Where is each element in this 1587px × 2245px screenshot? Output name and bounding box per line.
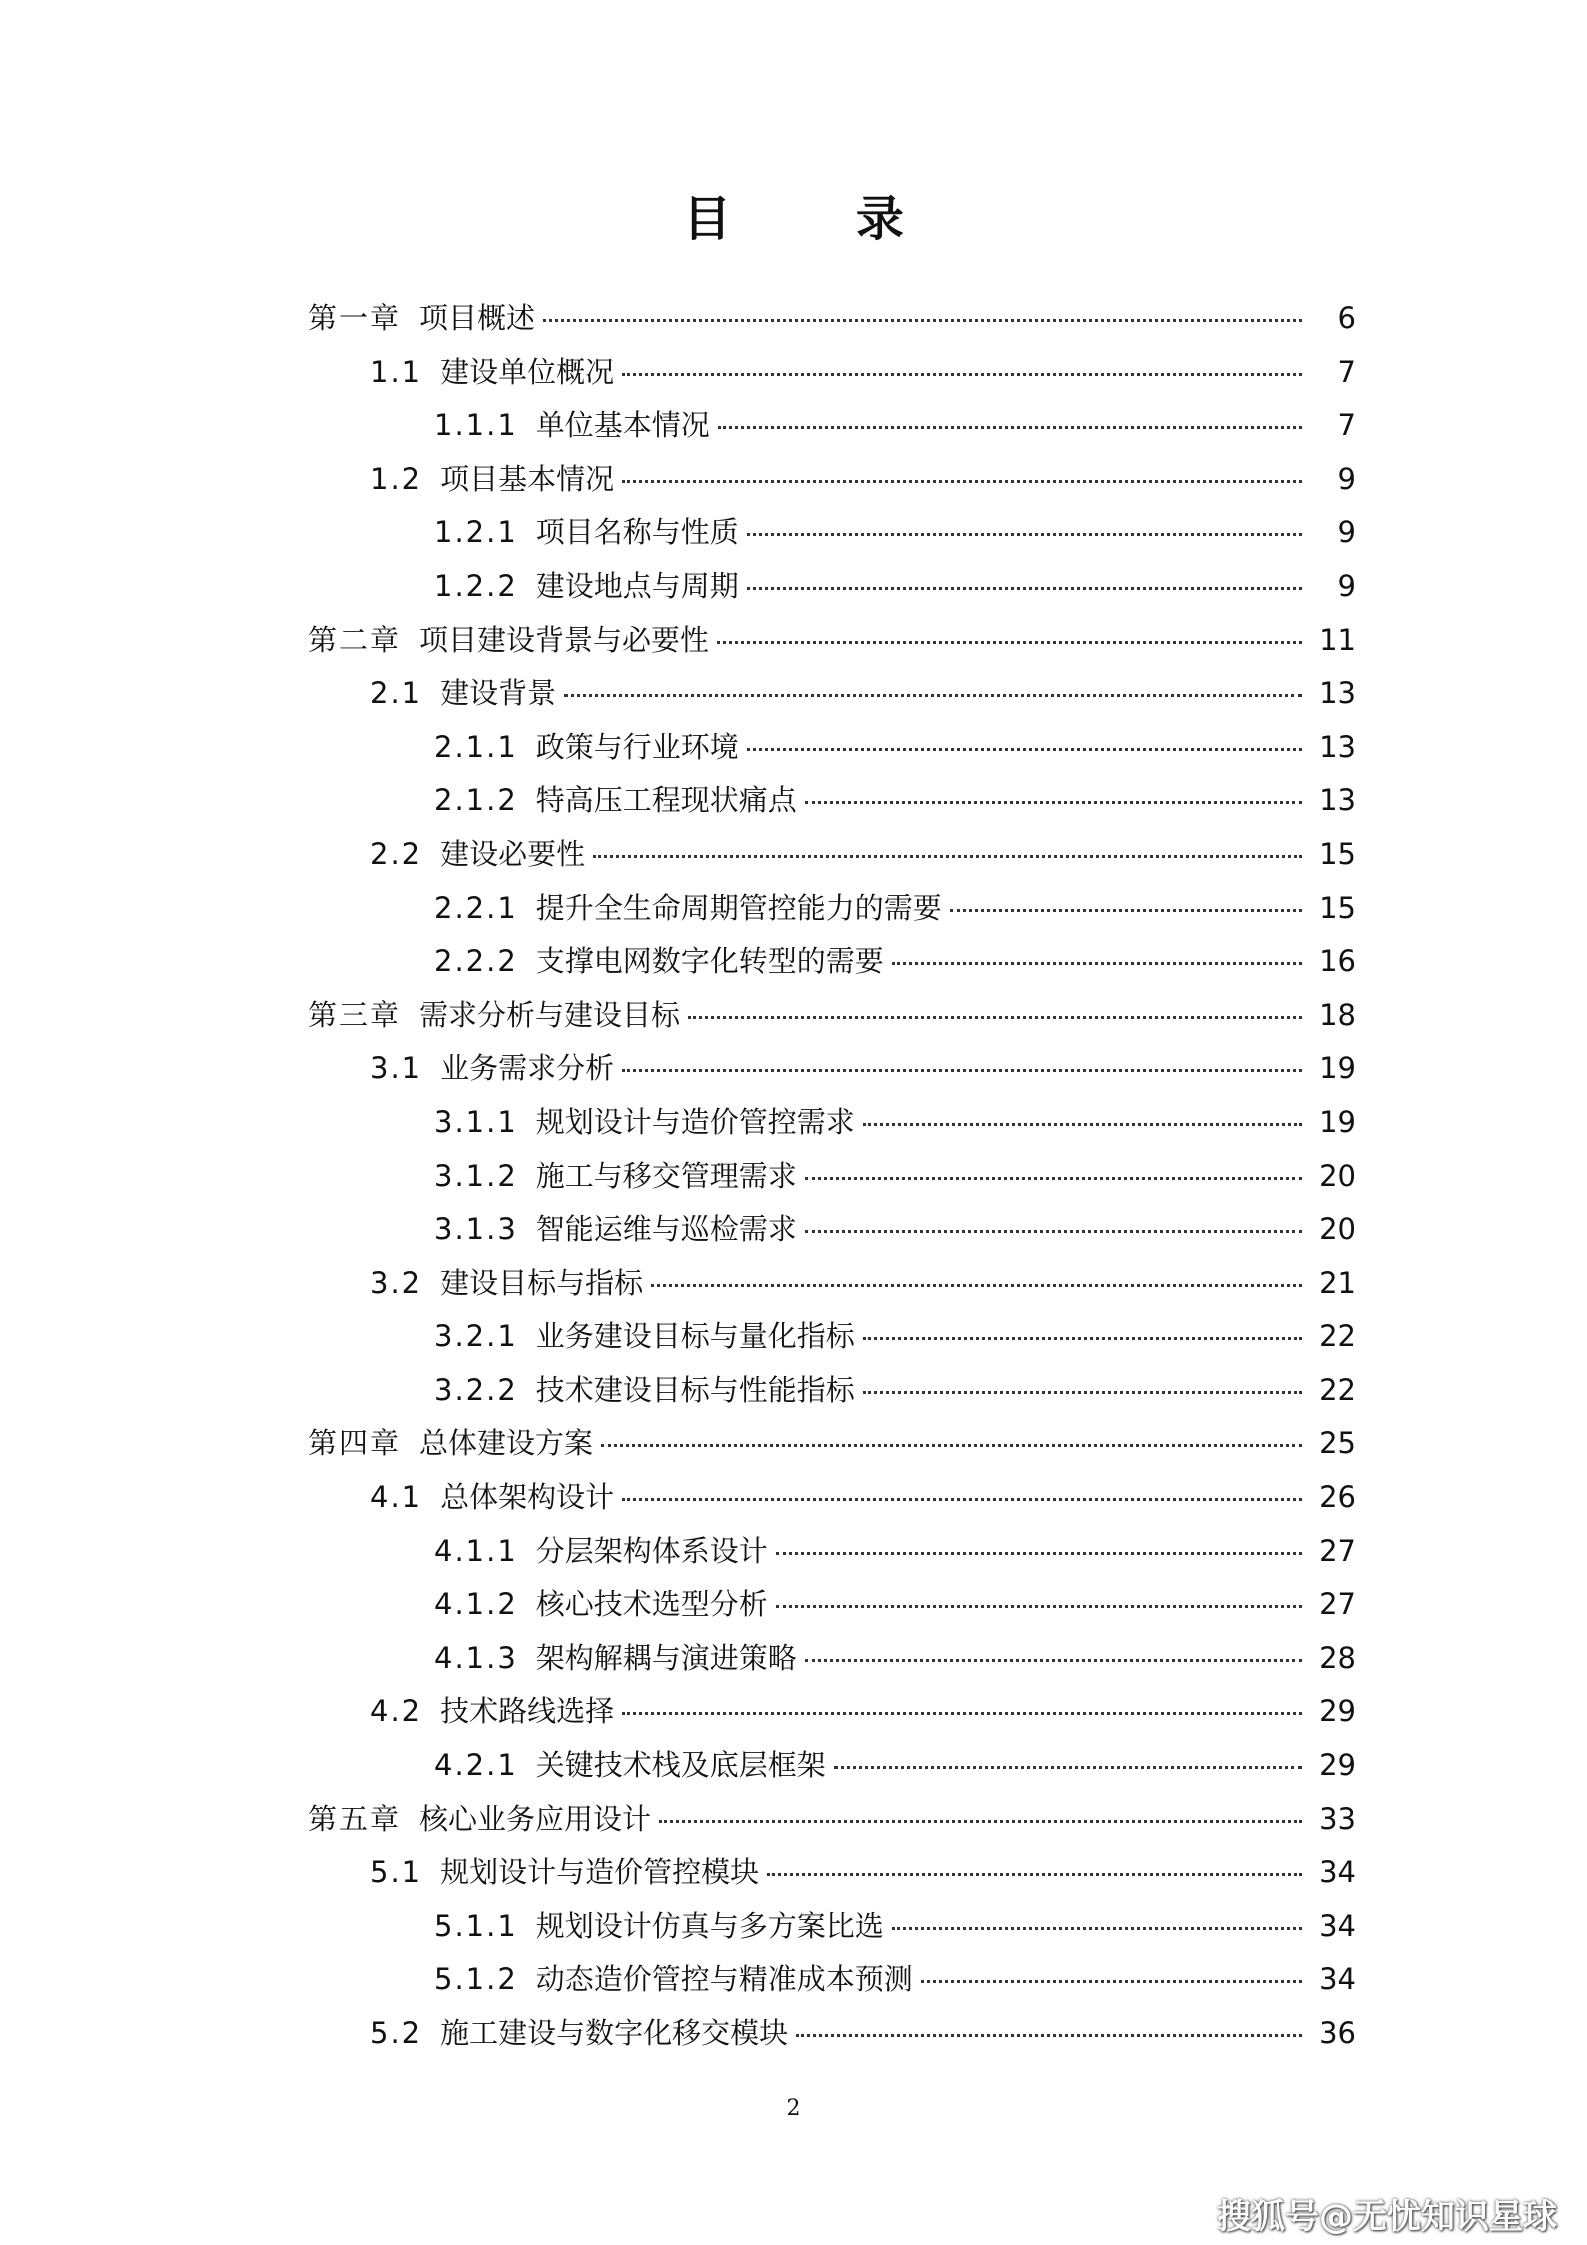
toc-entry-number: 3.2	[370, 1265, 423, 1300]
toc-entry-page: 13	[1319, 676, 1356, 711]
toc-entry-page: 18	[1319, 997, 1356, 1032]
toc-entry-label: 核心业务应用设计	[419, 1801, 652, 1836]
toc-entry[interactable]	[308, 350, 1356, 404]
dot-leader	[863, 1391, 1302, 1394]
toc-entry-label: 支撑电网数字化转型的需要	[535, 944, 884, 979]
toc-entry[interactable]	[308, 1046, 1356, 1100]
toc-entry-label: 施工建设与数字化移交模块	[440, 2016, 789, 2050]
toc-entry-page: 20	[1319, 1212, 1356, 1247]
toc-entry-page: 19	[1319, 1051, 1356, 1086]
toc-entry-page: 29	[1319, 1748, 1356, 1783]
toc-entry[interactable]	[308, 1154, 1356, 1208]
toc-entry-number: 4.2	[370, 1694, 423, 1729]
toc-entry[interactable]	[308, 1850, 1356, 1904]
toc-entry-label: 关键技术栈及底层框架	[535, 1748, 826, 1783]
toc-entry-label: 项目概述	[419, 301, 536, 335]
toc-entry[interactable]	[308, 1261, 1356, 1315]
toc-entry[interactable]	[308, 1100, 1356, 1154]
toc-entry-number: 2.2	[370, 836, 423, 871]
toc-entry-page: 7	[1337, 354, 1356, 389]
dot-leader	[950, 909, 1302, 912]
dot-leader	[805, 1659, 1302, 1662]
dot-leader	[747, 587, 1302, 590]
dot-leader	[622, 1069, 1302, 1072]
toc-entry-page: 19	[1319, 1104, 1356, 1139]
toc-entry-number: 3.1	[370, 1051, 423, 1086]
toc-entry-label: 规划设计与造价管控模块	[440, 1855, 760, 1890]
toc-entry[interactable]	[308, 725, 1356, 779]
toc-entry-page: 34	[1319, 1855, 1356, 1890]
dot-leader	[593, 855, 1302, 858]
dot-leader	[543, 319, 1302, 322]
toc-entry[interactable]	[308, 618, 1356, 672]
toc-entry[interactable]	[308, 1475, 1356, 1529]
toc-entry[interactable]	[308, 886, 1356, 940]
toc-entry[interactable]	[308, 993, 1356, 1047]
toc-entry[interactable]	[308, 1636, 1356, 1690]
toc-entry-number: 4.1.1	[434, 1533, 518, 1568]
dot-leader	[776, 1552, 1302, 1555]
toc-entry[interactable]	[308, 1368, 1356, 1422]
toc-entry-number: 2.1.1	[434, 729, 518, 764]
toc-entry-number: 3.2.1	[434, 1319, 518, 1354]
toc-entry[interactable]	[308, 832, 1356, 886]
toc-entry-number: 5.2	[370, 2016, 423, 2050]
toc-entry-label: 特高压工程现状痛点	[535, 783, 797, 818]
toc-entry[interactable]	[308, 939, 1356, 993]
toc-entry-page: 15	[1319, 890, 1356, 925]
dot-leader	[564, 694, 1302, 697]
dot-leader	[863, 1337, 1302, 1340]
toc-entry-label: 架构解耦与演进策略	[535, 1640, 797, 1675]
toc-entry-label: 建设目标与指标	[440, 1265, 644, 1300]
toc-entry-label: 动态造价管控与精准成本预测	[535, 1962, 913, 1997]
dot-leader	[747, 748, 1302, 751]
toc-entry-number: 1.2.1	[434, 515, 518, 550]
toc-entry-page: 25	[1319, 1426, 1356, 1461]
toc-entry-label: 需求分析与建设目标	[419, 997, 681, 1032]
dot-leader	[718, 426, 1302, 429]
toc-entry[interactable]	[308, 296, 1356, 350]
toc-entry[interactable]	[308, 510, 1356, 564]
toc-entry-page: 36	[1319, 2016, 1356, 2050]
dot-leader	[805, 1177, 1302, 1180]
toc-entry-label: 技术路线选择	[440, 1694, 615, 1729]
toc-entry-page: 26	[1319, 1480, 1356, 1515]
page-number: 2	[786, 2096, 801, 2121]
dot-leader	[622, 480, 1302, 483]
toc-entry[interactable]	[308, 1689, 1356, 1743]
toc-entry-page: 15	[1319, 836, 1356, 871]
toc-entry-number: 第四章	[308, 1426, 402, 1461]
toc-entry-label: 建设背景	[440, 676, 557, 711]
toc-entry-page: 27	[1319, 1533, 1356, 1568]
toc-entry[interactable]	[308, 1957, 1356, 2011]
dot-leader	[834, 1766, 1302, 1769]
toc-entry-page: 9	[1337, 568, 1356, 603]
toc-entry-label: 提升全生命周期管控能力的需要	[535, 890, 942, 925]
dot-leader	[688, 1016, 1302, 1019]
toc-entry-label: 技术建设目标与性能指标	[535, 1372, 855, 1407]
toc-entry[interactable]	[308, 2011, 1356, 2065]
toc-entry-label: 规划设计仿真与多方案比选	[535, 1908, 884, 1943]
toc-entry[interactable]	[308, 1207, 1356, 1261]
toc-entry[interactable]	[308, 564, 1356, 618]
toc-entry-number: 1.1	[370, 354, 423, 389]
toc-entry-number: 3.2.2	[434, 1372, 518, 1407]
table-of-contents	[308, 296, 1356, 2065]
dot-leader	[601, 1444, 1302, 1447]
toc-entry[interactable]	[308, 1421, 1356, 1475]
toc-entry-number: 3.1.3	[434, 1212, 518, 1247]
dot-leader	[622, 1498, 1302, 1501]
toc-entry-page: 20	[1319, 1158, 1356, 1193]
watermark: 搜狐号@无忧知识星球	[1217, 2197, 1557, 2237]
toc-entry-number: 第一章	[308, 301, 402, 335]
toc-entry-page: 22	[1319, 1319, 1356, 1354]
toc-entry-label: 分层架构体系设计	[535, 1533, 768, 1568]
toc-entry-label: 规划设计与造价管控需求	[535, 1104, 855, 1139]
toc-entry-label: 业务建设目标与量化指标	[535, 1319, 855, 1354]
toc-entry-label: 政策与行业环境	[535, 729, 739, 764]
toc-entry[interactable]	[308, 457, 1356, 511]
toc-entry-page: 27	[1319, 1587, 1356, 1622]
dot-leader	[767, 1873, 1302, 1876]
toc-entry[interactable]	[308, 1797, 1356, 1851]
toc-entry-page: 34	[1319, 1908, 1356, 1943]
toc-entry-label: 核心技术选型分析	[535, 1587, 768, 1622]
toc-entry-number: 第二章	[308, 622, 402, 657]
dot-leader	[622, 1712, 1302, 1715]
dot-leader	[892, 962, 1302, 965]
toc-entry-label: 项目基本情况	[440, 461, 615, 496]
toc-entry[interactable]	[308, 778, 1356, 832]
toc-entry-number: 1.1.1	[434, 408, 518, 443]
dot-leader	[747, 533, 1302, 536]
toc-entry-number: 2.2.1	[434, 890, 518, 925]
dot-leader	[651, 1284, 1302, 1287]
toc-entry-page: 7	[1337, 408, 1356, 443]
dot-leader	[892, 1927, 1302, 1930]
toc-entry-label: 智能运维与巡检需求	[535, 1212, 797, 1247]
toc-entry-number: 5.1	[370, 1855, 423, 1890]
toc-entry-page: 9	[1337, 515, 1356, 550]
toc-entry-number: 3.1.1	[434, 1104, 518, 1139]
toc-entry-page: 13	[1319, 729, 1356, 764]
toc-entry-page: 9	[1337, 461, 1356, 496]
dot-leader	[863, 1123, 1302, 1126]
toc-entry[interactable]	[308, 1904, 1356, 1958]
toc-entry-number: 5.1.1	[434, 1908, 518, 1943]
toc-entry-label: 项目建设背景与必要性	[419, 622, 710, 657]
toc-entry-label: 施工与移交管理需求	[535, 1158, 797, 1193]
toc-entry-number: 2.2.2	[434, 944, 518, 979]
toc-entry-number: 1.2	[370, 461, 423, 496]
dot-leader	[622, 373, 1302, 376]
toc-entry-number: 1.2.2	[434, 568, 518, 603]
toc-entry-page: 6	[1337, 301, 1356, 335]
toc-entry-page: 11	[1319, 622, 1356, 657]
dot-leader	[921, 1980, 1302, 1983]
toc-entry-number: 5.1.2	[434, 1962, 518, 1997]
toc-entry-number: 2.1.2	[434, 783, 518, 818]
dot-leader	[805, 1230, 1302, 1233]
toc-entry[interactable]	[308, 1314, 1356, 1368]
toc-entry-page: 33	[1319, 1801, 1356, 1836]
toc-entry-label: 建设必要性	[440, 836, 586, 871]
toc-entry-label: 建设地点与周期	[535, 568, 739, 603]
toc-entry[interactable]	[308, 403, 1356, 457]
toc-entry[interactable]	[308, 671, 1356, 725]
toc-entry-label: 项目名称与性质	[535, 515, 739, 550]
toc-entry[interactable]	[308, 1743, 1356, 1797]
toc-entry-label: 单位基本情况	[535, 408, 710, 443]
dot-leader	[659, 1820, 1302, 1823]
toc-entry-page: 13	[1319, 783, 1356, 818]
toc-title: 目 录	[683, 191, 958, 247]
toc-entry-page: 34	[1319, 1962, 1356, 1997]
toc-entry-page: 28	[1319, 1640, 1356, 1675]
toc-entry-label: 总体架构设计	[440, 1480, 615, 1515]
toc-entry-page: 21	[1319, 1265, 1356, 1300]
toc-entry-number: 4.1.3	[434, 1640, 518, 1675]
toc-entry-number: 2.1	[370, 676, 423, 711]
dot-leader	[717, 641, 1302, 644]
toc-entry-number: 4.1	[370, 1480, 423, 1515]
toc-entry-number: 4.2.1	[434, 1748, 518, 1783]
toc-entry-label: 总体建设方案	[419, 1426, 594, 1461]
toc-entry-page: 22	[1319, 1372, 1356, 1407]
toc-entry-number: 3.1.2	[434, 1158, 518, 1193]
toc-entry-number: 4.1.2	[434, 1587, 518, 1622]
toc-entry-label: 建设单位概况	[440, 354, 615, 389]
toc-entry-number: 第三章	[308, 997, 402, 1032]
toc-entry[interactable]	[308, 1582, 1356, 1636]
toc-entry[interactable]	[308, 1529, 1356, 1583]
toc-entry-page: 16	[1319, 944, 1356, 979]
dot-leader	[796, 2034, 1302, 2037]
toc-entry-page: 29	[1319, 1694, 1356, 1729]
toc-entry-number: 第五章	[308, 1801, 402, 1836]
dot-leader	[776, 1605, 1302, 1608]
toc-entry-label: 业务需求分析	[440, 1051, 615, 1086]
dot-leader	[805, 801, 1302, 804]
